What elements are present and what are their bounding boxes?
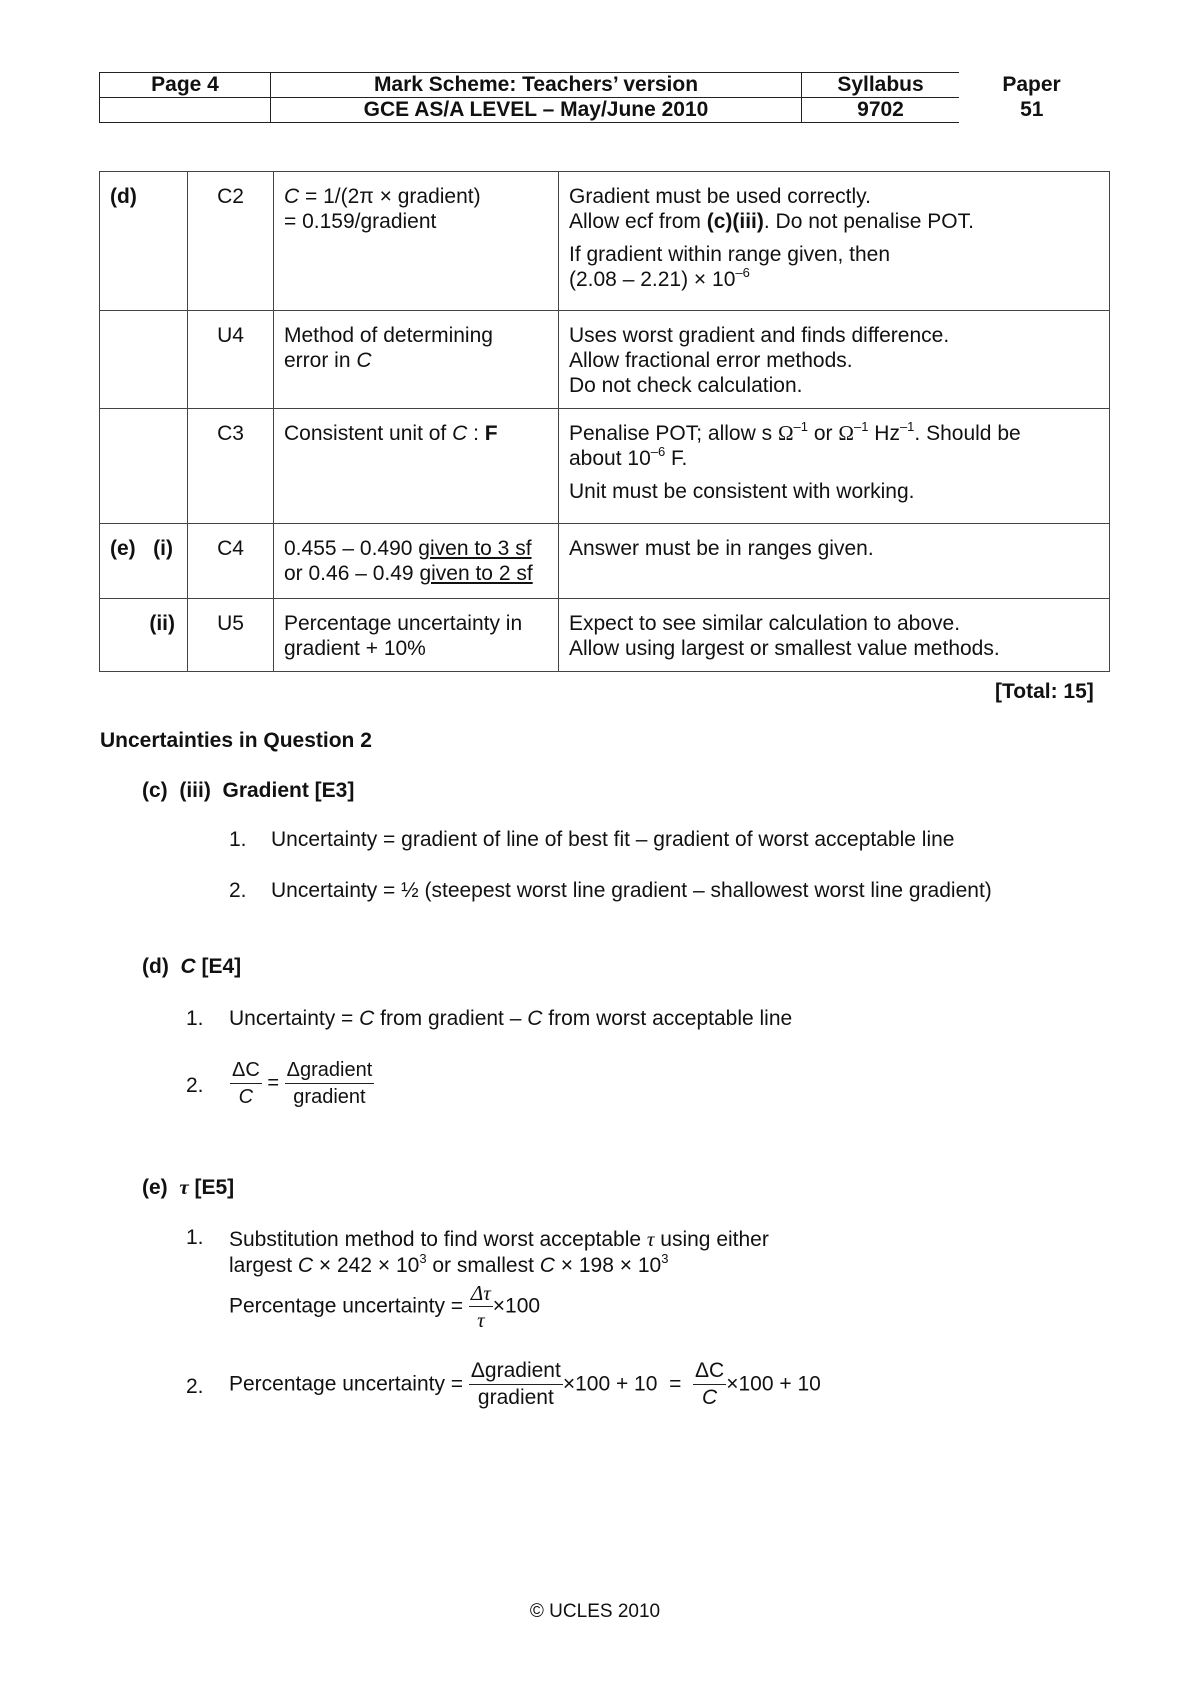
mark-code: C2 (188, 172, 274, 311)
footer-copyright: © UCLES 2010 (529, 1601, 661, 1622)
answer-cell: C = 1/(2π × gradient) = 0.159/gradient (274, 172, 559, 311)
paper-label: Paper (1002, 73, 1061, 96)
list-item: Uncertainty = gradient of line of best fit – gradient of worst acceptable line (271, 828, 955, 851)
percentage-formula: Percentage uncertainty = $\frac{\text{Δgradient}}{\text{gradient}}$ ×100 + 10 = $\frac{\Delta C}{C}$ ×100 + 10 (229, 1359, 821, 1409)
answer-cell: 0.455 – 0.490 given to 3 sf or 0.46 – 0.49 given to 2 sf (274, 524, 559, 599)
mark-scheme-table (99, 171, 1110, 672)
page-number: Page 4 (100, 73, 271, 98)
part-label: (d) (100, 172, 188, 311)
guidance-cell: Uses worst gradient and finds difference. Allow fractional error methods. Do not check calculation. (559, 311, 1110, 409)
list-item-number: 2. (186, 1375, 204, 1398)
table-row (100, 409, 1110, 524)
table-row (100, 172, 1110, 311)
answer-cell: Method of determining error in C (274, 311, 559, 409)
table-row (100, 524, 1110, 599)
guidance-cell: Gradient must be used correctly. Allow ecf from (c)(iii). Do not penalise POT. If gradient within range given, then $(2.08 - 2.21) \times 10^{-6}$ (559, 172, 1110, 311)
fraction: $\frac{\text{Δgradient}}{\text{gradient}}$ (470, 1359, 561, 1409)
mark-code: U4 (188, 311, 274, 409)
fraction: $\frac{\text{Δgradient}}{\text{gradient}}$ (286, 1059, 373, 1108)
list-item-number: 1. (186, 1226, 204, 1249)
percentage-formula: Percentage uncertainty = $\frac{\Delta\tau}{\tau}$ ×100 (229, 1281, 541, 1332)
mark-code: C3 (188, 409, 274, 524)
variable-c: C (284, 185, 300, 208)
answer-cell: Consistent unit of C : F (274, 409, 559, 524)
syllabus-code: 9702 (802, 98, 960, 123)
part-label: (ii) (100, 599, 188, 672)
answer-cell: Percentage uncertainty in gradient + 10% (274, 599, 559, 672)
list-item: Substitution method to find worst acceptable τ using either largest $C \times 242 \times 10^3$ or smallest $C \times 198 \times 10^3$ (229, 1227, 769, 1277)
paper-code: 51 (1020, 98, 1044, 121)
header-table (99, 72, 1105, 123)
guidance-cell: Expect to see similar calculation to above. Allow using largest or smallest value methods. (559, 599, 1110, 672)
list-item: Uncertainty = ½ (steepest worst line gradient – shallowest worst line gradient) (271, 879, 992, 902)
mark-code: C4 (188, 524, 274, 599)
table-row (100, 599, 1110, 672)
total-marks: [Total: 15] (995, 680, 1094, 703)
section-e-heading: (e) τ [E5] (142, 1175, 235, 1199)
guidance-cell: Answer must be in ranges given. (559, 524, 1110, 599)
mark-code: U5 (188, 599, 274, 672)
table-row (100, 311, 1110, 409)
section-d-heading: (d) C [E4] (142, 955, 242, 978)
list-item-number: 1. (229, 828, 247, 851)
section-title: Uncertainties in Question 2 (100, 729, 372, 752)
part-label (100, 311, 188, 409)
list-item-number: 1. (186, 1007, 204, 1030)
list-item-number: 2. (229, 879, 247, 902)
fraction: $\frac{\Delta\tau}{\tau}$ (470, 1281, 491, 1332)
list-item: Uncertainty = C from gradient – C from worst acceptable line (229, 1007, 793, 1030)
fraction: $\frac{\Delta C}{C}$ (695, 1359, 725, 1409)
section-c-heading: (c) (iii) Gradient [E3] (142, 779, 355, 802)
equation: $\frac{\Delta C}{C}$ = $\frac{\text{Δgradient}}{\text{gradient}}$ (232, 1059, 373, 1108)
fraction: $\frac{\Delta C}{C}$ (232, 1059, 260, 1108)
syllabus-label: Syllabus (802, 73, 960, 98)
part-label (100, 409, 188, 524)
document-title: Mark Scheme: Teachers’ version (271, 73, 802, 98)
header-empty-cell (100, 98, 271, 123)
list-item-number: 2. (186, 1074, 204, 1097)
part-label: (e) (i) (100, 524, 188, 599)
guidance-cell: Penalise POT; allow s $\Omega^{-1}$ or $\Omega^{-1}$ $Hz^{-1}$. Should be about $10^{-6}$ F. Unit must be consistent with working. (559, 409, 1110, 524)
exam-title: GCE AS/A LEVEL – May/June 2010 (271, 98, 802, 123)
